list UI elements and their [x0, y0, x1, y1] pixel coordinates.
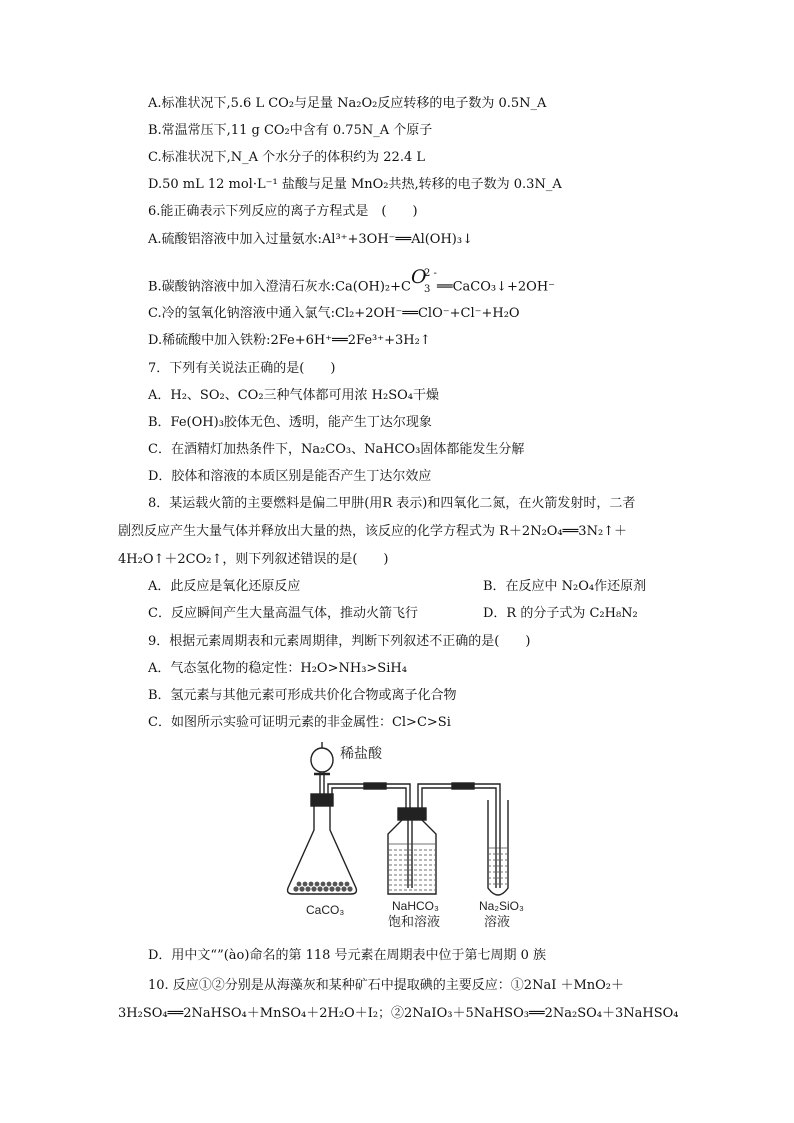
q6-stem: 6.能正确表示下列反应的离子方程式是 ( ) — [148, 204, 418, 219]
q5-option-d: D.50 mL 12 mol·L⁻¹ 盐酸与足量 MnO₂共热,转移的电子数为 0.3N_A — [148, 177, 562, 192]
q5-option-b: B.常温常压下,11 g CO₂中含有 0.75N_A 个原子 — [148, 123, 433, 138]
na2sio3-label: Na₂SiO₃ — [479, 899, 524, 913]
q6-option-d: D.稀硫酸中加入铁粉:2Fe+6H⁺══2Fe³⁺+3H₂↑ — [148, 333, 431, 348]
q6-option-b-left: B.碳酸钠溶液中加入澄清石灰水:Ca(OH)₂+C — [148, 279, 411, 295]
dilute-hcl-label: 稀盐酸 — [340, 745, 382, 761]
conical-flask — [288, 806, 357, 894]
q5-option-c: C.标准状况下,N_A 个水分子的体积约为 22.4 L — [148, 150, 425, 165]
q8-stem-line-2: 剧烈反应产生大量气体并释放出大量的热，该反应的化学方程式为 R＋2N₂O₄══3N₂↑＋ — [118, 524, 628, 539]
q8-stem-line-1: 8．某运载火箭的主要燃料是偏二甲肼(用R 表示)和四氧化二氮，在火箭发射时，二者 — [148, 496, 636, 511]
q7-option-b: B．Fe(OH)₃胶体无色、透明，能产生丁达尔现象 — [148, 415, 432, 430]
q6-option-a: A.硫酸铝溶液中加入过量氨水:Al³⁺+3OH⁻══Al(OH)₃↓ — [148, 232, 473, 247]
q7-option-d: D．胶体和溶液的本质区别是能否产生丁达尔效应 — [148, 469, 432, 484]
flask-stopper — [311, 794, 333, 806]
q10-stem-line-2: 3H₂SO₄══2NaHSO₄＋MnSO₄＋2H₂O＋I₂；②2NaIO₃＋5NaHSO₃══2Na₂SO₄＋3NaHSO₄ — [118, 1006, 679, 1021]
q9-option-a: A．气态氢化物的稳定性：H₂O>NH₃>SiH₄ — [148, 661, 407, 676]
q7-stem: 7．下列有关说法正确的是( ) — [148, 361, 336, 376]
q6-option-b — [148, 266, 556, 297]
q9-stem: 9．根据元素周期表和元素周期律，判断下列叙述不正确的是( ) — [148, 634, 531, 649]
calcium-carbonate-solid — [293, 882, 352, 892]
separatory-funnel-bulb — [311, 748, 333, 772]
q7-option-c: C．在酒精灯加热条件下，Na₂CO₃、NaHCO₃固体都能发生分解 — [148, 442, 525, 457]
q6-option-c: C.冷的氢氧化钠溶液中通入氯气:Cl₂+2OH⁻══ClO⁻+Cl⁻+H₂O — [148, 306, 520, 321]
q9-option-c: C．如图所示实验可证明元素的非金属性：Cl>C>Si — [148, 715, 451, 730]
nahco3-label: NaHCO₃ — [392, 899, 439, 913]
caco3-label: CaCO₃ — [306, 903, 345, 917]
q7-option-a: A．H₂、SO₂、CO₂三种气体都可用浓 H₂SO₄干燥 — [148, 388, 439, 403]
q8-option-a: A．此反应是氧化还原反应 — [148, 579, 301, 594]
q8-option-b: B．在反应中 N₂O₄作还原剂 — [483, 579, 647, 594]
q8-option-d: D．R 的分子式为 C₂H₈N₂ — [483, 606, 638, 621]
q5-option-a: A.标准状况下,5.6 L CO₂与足量 Na₂O₂反应转移的电子数为 0.5N_A — [148, 96, 547, 111]
q9-option-b: B．氢元素与其他元素可形成共价化合物或离子化合物 — [148, 688, 457, 703]
test-tube — [488, 800, 508, 895]
experiment-apparatus-figure — [284, 738, 534, 930]
carbonate-fraction: O 2 - 3 — [410, 266, 437, 295]
q8-stem-line-3: 4H₂O↑＋2CO₂↑，则下列叙述错误的是( ) — [118, 552, 389, 567]
q10-stem-line-1: 10. 反应①②分别是从海藻灰和某种矿石中提取碘的主要反应：①2NaI ＋MnO₂＋ — [148, 978, 625, 993]
q9-option-d: D．用中文“”(ào)命名的第 118 号元素在周期表中位于第七周期 0 族 — [148, 948, 547, 963]
q8-option-c: C．反应瞬间产生大量高温气体，推动火箭飞行 — [148, 606, 418, 621]
saturated-solution-label: 饱和溶液 — [388, 914, 441, 929]
q6-option-b-right: ══CaCO₃↓+2OH⁻ — [436, 279, 556, 295]
solution-label: 溶液 — [484, 914, 511, 929]
